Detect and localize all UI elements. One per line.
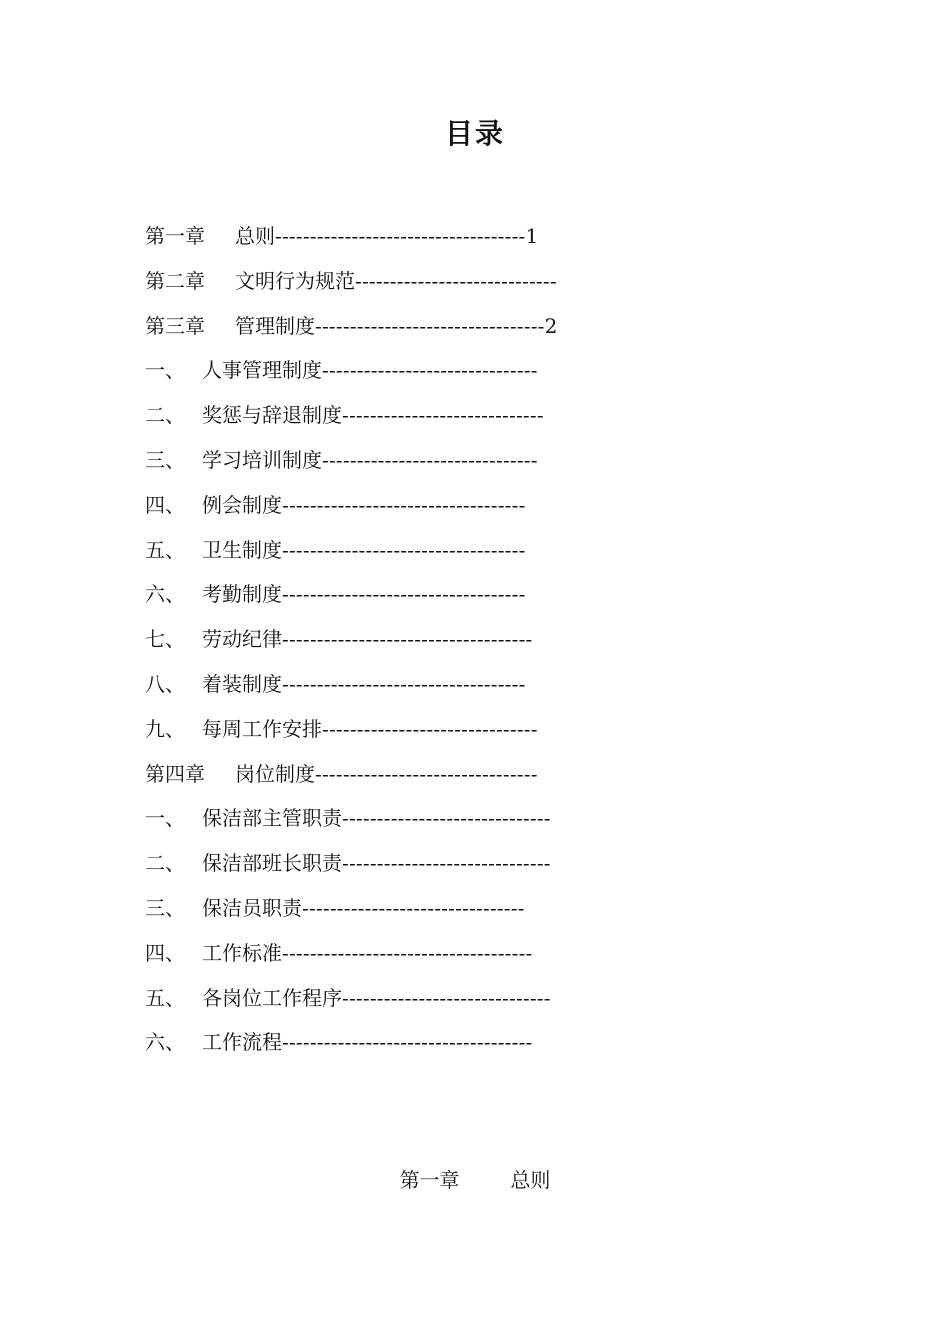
chapter-heading-text: 总则: [510, 1168, 551, 1192]
toc-page-number: 1: [525, 224, 539, 248]
toc-entry-label: 第二章: [145, 268, 205, 293]
toc-entry-text: 例会制度: [202, 492, 282, 517]
page-title: 目录: [444, 117, 505, 150]
toc-entry-text: 保洁部班长职责: [202, 851, 342, 876]
toc-leader: ------------------------------: [342, 806, 551, 831]
toc-entry-label: 四、: [145, 940, 185, 965]
chapter-heading: [0, 1164, 950, 1193]
toc-entry[interactable]: [145, 442, 865, 487]
toc-entry-text: 工作流程: [202, 1030, 282, 1055]
toc-entry-text: 工作标准: [202, 940, 282, 965]
toc-entry-label: 二、: [145, 851, 185, 876]
toc-entry-text: 卫生制度: [202, 537, 282, 562]
toc-leader: -----------------------------------: [282, 537, 526, 562]
toc-entry-label: 一、: [145, 806, 185, 831]
toc-entry-label: 三、: [145, 895, 185, 920]
toc-entry-label: 三、: [145, 447, 185, 472]
toc-entry-label: 七、: [145, 627, 185, 652]
toc-leader: ------------------------------------: [282, 1030, 533, 1055]
toc-entry-label: 二、: [145, 403, 185, 428]
toc-leader: -----------------------------------: [282, 671, 526, 696]
toc-page-number: 2: [544, 313, 558, 338]
toc-entry-label: 四、: [145, 492, 185, 517]
toc-entry-text: 人事管理制度: [202, 358, 322, 383]
toc-entry[interactable]: [145, 576, 865, 621]
toc-entry-text: 保洁部主管职责: [202, 806, 342, 831]
toc-entry[interactable]: [145, 263, 865, 308]
toc-entry[interactable]: [145, 845, 865, 890]
toc-entry-label: 六、: [145, 582, 185, 607]
toc-leader: ---------------------------------: [315, 313, 545, 338]
table-of-contents: [145, 218, 865, 1069]
toc-entry-text: 奖惩与辞退制度: [202, 403, 342, 428]
toc-entry-text: 管理制度: [235, 313, 315, 338]
toc-entry-label: 五、: [145, 985, 185, 1010]
toc-entry-label: 一、: [145, 358, 185, 383]
toc-entry-label: 五、: [145, 537, 185, 562]
toc-entry-text: 各岗位工作程序: [202, 985, 342, 1010]
toc-entry-text: 学习培训制度: [202, 447, 322, 472]
toc-entry-label: 第三章: [145, 313, 205, 338]
toc-entry[interactable]: [145, 621, 865, 666]
toc-entry-text: 保洁员职责: [202, 895, 302, 920]
toc-entry-label: 第一章: [145, 224, 205, 248]
toc-leader: ------------------------------------: [282, 627, 533, 652]
toc-entry[interactable]: [145, 666, 865, 711]
toc-entry[interactable]: [145, 532, 865, 577]
toc-entry[interactable]: [145, 1024, 865, 1069]
toc-entry-text: 着装制度: [202, 671, 282, 696]
toc-entry-label: 八、: [145, 671, 185, 696]
toc-entry[interactable]: [145, 980, 865, 1025]
chapter-heading-label: 第一章: [399, 1168, 460, 1192]
toc-entry-label: 六、: [145, 1030, 185, 1055]
toc-entry-text: 劳动纪律: [202, 627, 282, 652]
toc-entry-text: 考勤制度: [202, 582, 282, 607]
toc-leader: ------------------------------: [342, 851, 551, 876]
toc-entry[interactable]: [145, 890, 865, 935]
toc-entry[interactable]: [145, 711, 865, 756]
toc-entry[interactable]: [145, 756, 865, 801]
toc-entry-text: 每周工作安排: [202, 716, 322, 741]
toc-leader: -----------------------------------: [282, 492, 526, 517]
toc-leader: --------------------------------: [302, 895, 525, 920]
toc-entry[interactable]: [145, 487, 865, 532]
toc-entry-label: 第四章: [145, 761, 205, 786]
toc-leader: -----------------------------: [342, 403, 544, 428]
toc-entry[interactable]: [145, 308, 865, 353]
toc-entry[interactable]: [145, 935, 865, 980]
toc-leader: ------------------------------: [342, 985, 551, 1010]
toc-entry-text: 总则: [235, 224, 275, 248]
toc-entry[interactable]: [145, 800, 865, 845]
toc-leader: --------------------------------: [315, 761, 538, 786]
toc-leader: -----------------------------: [355, 268, 557, 293]
toc-entry[interactable]: [145, 218, 865, 263]
toc-entry-text: 文明行为规范: [235, 268, 355, 293]
toc-leader: -------------------------------: [322, 358, 538, 383]
toc-entry[interactable]: [145, 397, 865, 442]
toc-entry-label: 九、: [145, 716, 185, 741]
toc-leader: -------------------------------: [322, 447, 538, 472]
toc-entry[interactable]: [145, 352, 865, 397]
toc-leader: ------------------------------------: [282, 940, 533, 965]
toc-leader: -----------------------------------: [282, 582, 526, 607]
toc-entry-text: 岗位制度: [235, 761, 315, 786]
toc-leader: -------------------------------: [322, 716, 538, 741]
toc-leader: ------------------------------------: [275, 224, 526, 248]
